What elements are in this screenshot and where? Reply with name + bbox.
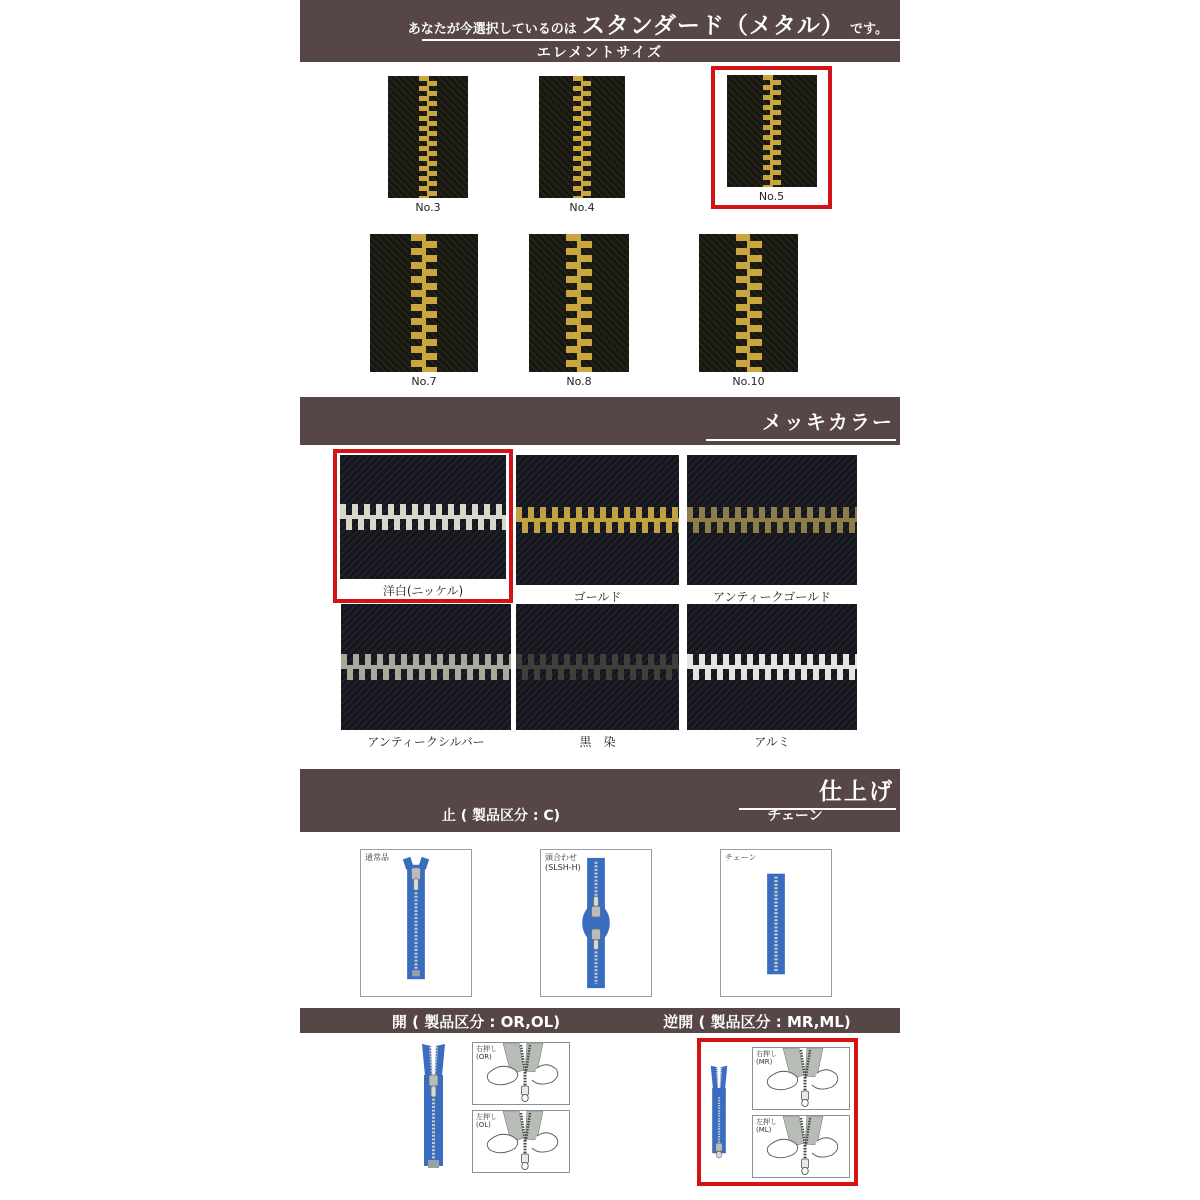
open-end-zipper-illustration bbox=[414, 1042, 453, 1175]
open-type-section-bar bbox=[300, 1008, 900, 1033]
plating-option-gold[interactable] bbox=[516, 455, 679, 605]
diagram-label: 左押し (OL) bbox=[476, 1113, 497, 1130]
zipper-teeth-graphic bbox=[566, 234, 592, 372]
element-size-label: No.3 bbox=[415, 201, 441, 214]
finish-section-title: 仕上げ bbox=[739, 773, 896, 810]
diagram-label: 右押し (OR) bbox=[476, 1045, 497, 1062]
element-size-label: No.5 bbox=[758, 190, 785, 203]
plating-sample-image bbox=[516, 455, 679, 585]
diagram-label: 右押し (MR) bbox=[756, 1049, 777, 1066]
element-size-label: No.7 bbox=[411, 375, 437, 388]
plating-label: 洋白(ニッケル) bbox=[382, 584, 464, 598]
plating-option-black-dyed[interactable] bbox=[516, 604, 679, 750]
zipper-size-sample-image bbox=[388, 76, 468, 198]
reverse-right-insert-diagram bbox=[752, 1047, 850, 1110]
zipper-size-sample-image bbox=[539, 76, 625, 198]
selection-suffix-text: です。 bbox=[850, 22, 888, 37]
chain-only-illustration bbox=[721, 850, 831, 996]
current-selection-title bbox=[408, 7, 888, 40]
zipper-teeth-graphic bbox=[516, 507, 679, 533]
stop-type-heading: 止 ( 製品区分 : C) bbox=[441, 808, 561, 824]
open-right-insert-diagram bbox=[472, 1042, 570, 1105]
element-size-option-no10[interactable] bbox=[699, 234, 798, 388]
zipper-size-sample-image bbox=[370, 234, 478, 372]
plating-color-section-title: メッキカラー bbox=[706, 406, 896, 441]
zipper-size-sample-image bbox=[727, 75, 817, 187]
element-size-option-no3[interactable] bbox=[388, 76, 468, 214]
element-size-option-no8[interactable] bbox=[529, 234, 629, 388]
finish-product-label: 頭合わせ (SLSH-H) bbox=[545, 853, 581, 872]
finish-option-regular[interactable] bbox=[360, 849, 472, 997]
plating-sample-image bbox=[687, 604, 857, 730]
plating-sample-image bbox=[687, 455, 857, 585]
finish-option-head-to-head[interactable] bbox=[540, 849, 652, 997]
content-column bbox=[300, 0, 900, 1200]
zipper-teeth-graphic bbox=[411, 234, 437, 372]
zipper-teeth-graphic bbox=[341, 654, 511, 680]
plating-label: ゴールド bbox=[573, 590, 622, 604]
reverse-open-heading: 逆開 ( 製品区分 : MR,ML) bbox=[663, 1013, 851, 1031]
plating-label: アンティークゴールド bbox=[712, 590, 832, 604]
plating-sample-image bbox=[340, 455, 506, 579]
plating-sample-image bbox=[516, 604, 679, 730]
open-end-zipper-illustration bbox=[705, 1045, 733, 1179]
plating-label: アンティークシルバー bbox=[367, 735, 485, 749]
plating-option-antique-gold[interactable] bbox=[687, 455, 857, 605]
zipper-size-sample-image bbox=[529, 234, 629, 372]
element-size-option-no7[interactable] bbox=[370, 234, 478, 388]
plating-color-section-bar bbox=[300, 397, 900, 445]
zipper-teeth-graphic bbox=[573, 76, 591, 198]
chain-type-heading: チェーン bbox=[767, 808, 823, 824]
header-divider-line bbox=[422, 39, 900, 41]
finish-product-label: チェーン bbox=[725, 853, 757, 862]
plating-label: 黒 染 bbox=[579, 735, 616, 749]
open-left-insert-diagram bbox=[472, 1110, 570, 1173]
open-heading: 開 ( 製品区分 : OR,OL) bbox=[391, 1013, 561, 1031]
zipper-teeth-graphic bbox=[736, 234, 762, 372]
zipper-teeth-graphic bbox=[763, 75, 781, 187]
finish-option-chain[interactable] bbox=[720, 849, 832, 997]
zipper-teeth-graphic bbox=[340, 504, 506, 530]
element-size-option-no4[interactable] bbox=[539, 76, 625, 214]
closed-zipper-illustration bbox=[361, 850, 471, 996]
reverse-open-diagram-panel bbox=[752, 1047, 850, 1178]
zipper-teeth-graphic bbox=[687, 654, 857, 680]
finish-section-bar bbox=[300, 769, 900, 832]
reverse-open-option-selected[interactable] bbox=[697, 1038, 858, 1186]
zipper-teeth-graphic bbox=[687, 507, 857, 533]
plating-option-antique-silver[interactable] bbox=[341, 604, 511, 750]
plating-sample-image bbox=[341, 604, 511, 730]
open-type-diagram-panel[interactable] bbox=[472, 1042, 570, 1173]
zipper-teeth-graphic bbox=[516, 654, 679, 680]
plating-option-aluminum[interactable] bbox=[687, 604, 857, 750]
finish-product-label: 通常品 bbox=[365, 853, 389, 862]
selection-name-text: スタンダード（メタル） bbox=[581, 13, 845, 39]
selection-header-bar bbox=[300, 0, 900, 62]
element-size-section-title: エレメントサイズ bbox=[536, 45, 664, 61]
reverse-left-insert-diagram bbox=[752, 1115, 850, 1178]
zipper-size-sample-image bbox=[699, 234, 798, 372]
diagram-label: 左押し (ML) bbox=[756, 1117, 777, 1134]
plating-label: アルミ bbox=[754, 735, 790, 749]
plating-option-nickel-selected[interactable] bbox=[333, 449, 513, 603]
selection-prefix-text: あなたが今選択しているのは bbox=[407, 22, 577, 37]
zipper-teeth-graphic bbox=[419, 76, 437, 198]
element-size-label: No.4 bbox=[569, 201, 595, 214]
element-size-label: No.8 bbox=[566, 375, 592, 388]
element-size-label: No.10 bbox=[732, 375, 765, 388]
element-size-option-no5-selected[interactable] bbox=[711, 66, 832, 209]
